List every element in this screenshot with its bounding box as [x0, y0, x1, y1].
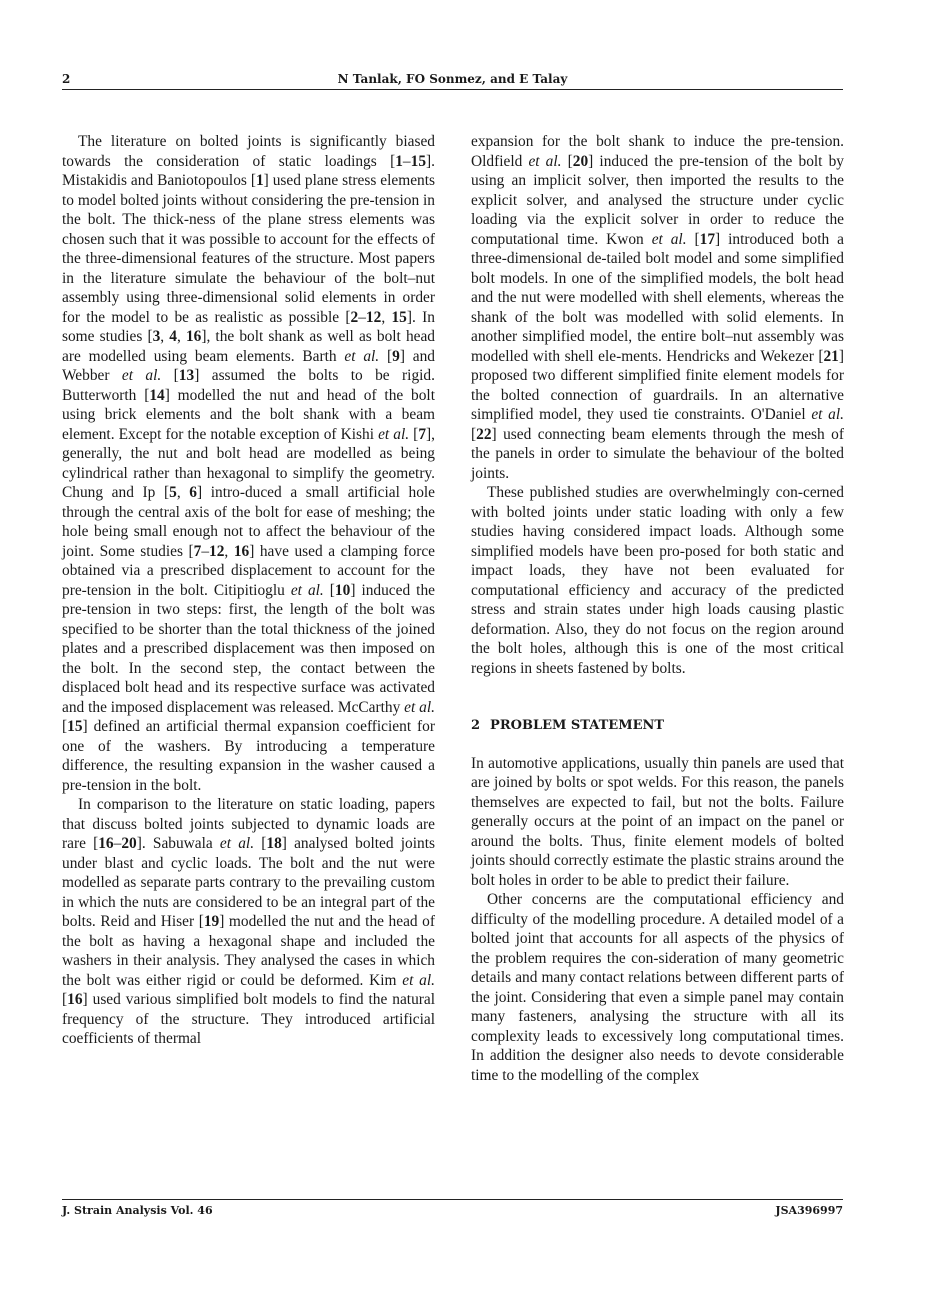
- running-header: [62, 70, 843, 90]
- section-heading: [471, 716, 844, 736]
- article-id: JSA396997: [775, 1204, 843, 1217]
- section-title: PROBLEM STATEMENT: [490, 718, 665, 733]
- paragraph-automotive: In automotive applications, usually thin panels are used that are joined by bolts or spot welds. For this reason, the panels themselves are expected to fail, but not the bolts. Failure generally occurs at the point of an impact on the panel or around the bolts. Thus, finite element models of bolted joints should correctly estimate the plastic strains around the bolt holes in order to be able to predict their failure.: [471, 754, 844, 889]
- paragraph-dynamic-loading: In comparison to the literature on static loading, papers that discuss bolted joints subjected to dynamic loads are rare [16–20]. Sabuwala et al. [18] analysed bolted joints under blast and cyclic loads. The bolt and the nut were modelled as separate parts contrary to the prevailing custom in which the nuts are considered to be an integral part of the bolts. Reid and Hiser [19] modelled the nut and the head of the bolt as having a hexagonal shape and included the washers in their analysis. They analysed the cases in which the bolt was either rigid or could be deformed. Kim et al. [16] used various simplified bolt models to find the natural frequency of the structure. They introduced artificial coefficients of thermal: [62, 796, 436, 1047]
- journal-volume: J. Strain Analysis Vol. 46: [62, 1204, 213, 1217]
- header-rule: [62, 89, 843, 90]
- paragraph-thermal-expansion: expansion for the bolt shank to induce the pre-tension. Oldfield et al. [20] induced the pre-tension of the bolt by using an implicit solver, then imported the results to the explicit solver, and analysed the structure under cyclic loading via the explicit solver in order to reduce the computational time. Kwon et al. [17] introduced both a three-dimensional de-tailed bolt model and some simplified bolt models. In one of the simplified models, the bolt head and the nut were modelled with shell elements, whereas the shank of the bolt was modelled with solid elements. In another simplified model, the entire bolt–nut assembly was modelled with shell ele-ments. Hendricks and Wekezer [21] proposed two different simplified finite element models for the bolted connection of guardrails. In an alternative simplified model, they used tie constraints. O'Daniel et al. [22] used connecting beam elements through the mesh of the panels in order to simulate the behaviour of the bolted joints.: [471, 133, 844, 482]
- paragraph-other-concerns: Other concerns are the computational efficiency and difficulty of the modelling procedure. A detailed model of a bolted joint that accounts for all aspects of the physics of the problem requires the con-sideration of many geometric details and many contact relations between different parts of the joint. Considering that even a simple panel may contain many fasteners, analysing the structure with all its complexity leads to excessively long computational times. In addition the designer also needs to devote considerable time to the modelling of the complex: [471, 891, 844, 1084]
- paragraph-published-studies: These published studies are overwhelmingly con-cerned with bolted joints under static loading with only a few studies having considered impact loads. Although some simplified models have been pro-posed for both static and impact loads, they have not been evaluated for computational efficiency and accuracy of the predicted stress and strain states under high loads causing plastic deformation. Also, they do not focus on the region around the bolt holes, although this is one of the most critical regions in sheets fastened by bolts.: [471, 484, 844, 677]
- section-number: 2: [471, 718, 481, 733]
- page-number: 2: [62, 72, 71, 86]
- paragraph-static-loading: The literature on bolted joints is significantly biased towards the consideration of static loadings [1–15]. Mistakidis and Baniotopoulos [1] used plane stress elements to model bolted joints without considering the pre-tension in the bolt. The thick-ness of the plane stress elements was chosen such that it was possible to account for the effects of the three-dimensional features of the structure. Most papers in the literature simulate the behaviour of the bolt–nut assembly using three-dimensional solid elements in order for the model to be as realistic as possible [2–12, 15]. In some studies [3, 4, 16], the bolt shank as well as bolt head are modelled using beam elements. Barth et al. [9] and Webber et al. [13] assumed the bolts to be rigid. Butterworth [14] modelled the nut and head of the bolt using brick elements and the bolt shank with a beam element. Except for the notable exception of Kishi et al. [7], generally, the nut and bolt head are modelled as being cylindrical rather than hexagonal to simplify the geometry. Chung and Ip [5, 6] intro-duced a small artificial hole through the central axis of the bolt for ease of meshing; the hole being small enough not to affect the behaviour of the joint. Some studies [7–12, 16] have used a clamping force obtained via a prescribed displacement to account for the pre-tension in the bolt. Citipitioglu et al. [10] induced the pre-tension in two steps: first, the length of the bolt was specified to be shorter than the total thickness of the joined plates and a prescribed displacement was then imposed on the bolt. In the second step, the contact between the displaced bolt head and its respective surface was activated and the imposed displacement was released. McCarthy et al. [15] defined an artificial thermal expansion coefficient for one of the washers. By introducing a temperature difference, the resulting expansion in the washer caused a pre-tension in the bolt.: [62, 133, 435, 794]
- left-column: [62, 132, 435, 1049]
- footer-rule: [62, 1199, 843, 1200]
- right-column: [471, 132, 844, 1085]
- running-authors: N Tanlak, FO Sonmez, and E Talay: [337, 72, 568, 86]
